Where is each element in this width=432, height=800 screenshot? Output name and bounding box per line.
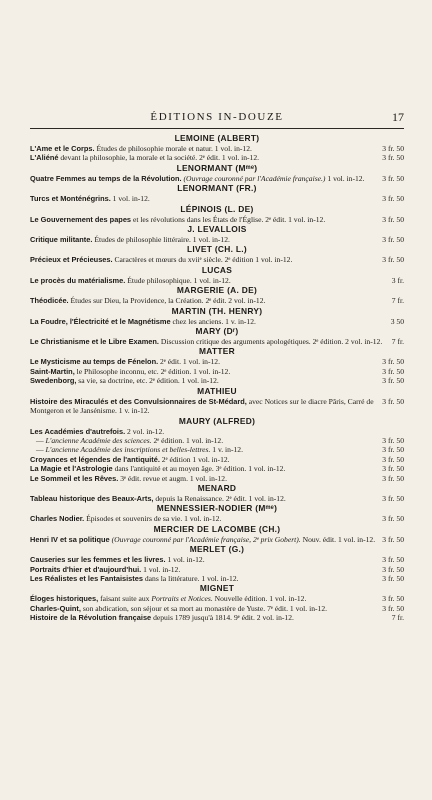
author-heading: MERLET (G.) [189, 544, 245, 555]
book-price: 3 fr. 50 [382, 376, 404, 386]
book-entry [30, 397, 404, 416]
book-details: depuis la Renaissance. 2ᵉ édit. 1 vol. in-12. [153, 493, 286, 503]
book-price: 3 fr. 50 [382, 445, 404, 455]
book-details: 1 v. in-12. [210, 445, 243, 455]
book-title: Portraits d'hier et d'aujourd'hui. [30, 564, 142, 574]
book-title: Croyances et légendes de l'antiquité. [30, 454, 160, 464]
book-price: 3 fr. 50 [382, 603, 404, 613]
book-price: 3 fr. 50 [382, 573, 404, 583]
book-title: Histoire de la Révolution française [30, 613, 152, 623]
book-details: Étude philosophique. 1 vol. in-12. [125, 275, 231, 285]
book-details: 2ᵉ édition. 1 vol. in-12. [151, 435, 224, 445]
book-price: 3 fr. 50 [382, 435, 404, 445]
catalog-listing [30, 133, 404, 623]
book-price: 3 fr. 50 [382, 564, 404, 574]
book-title: Causeries sur les femmes et les livres. [30, 555, 166, 565]
book-title: Saint-Martin, [30, 366, 75, 376]
book-price: 3 fr. 50 [382, 366, 404, 376]
book-price: 7 fr. [391, 337, 404, 347]
book-details: 2 vol. in-12. [125, 426, 165, 436]
author-heading: J. LEVALLOIS [187, 224, 247, 235]
book-details: 1 vol. in-12. [141, 564, 181, 574]
book-details: 1 vol. in-12. [110, 194, 150, 204]
header-rule [30, 128, 404, 129]
book-title: L'Ame et le Corps. [30, 144, 95, 153]
book-title: Les Académies d'autrefois. [30, 426, 126, 436]
book-entry [30, 255, 404, 264]
book-entry [30, 455, 404, 464]
author-heading: MATHIEU [197, 385, 237, 396]
book-price: 3 fr. 50 [382, 473, 404, 483]
book-price: 3 fr. 50 [382, 594, 404, 604]
book-title: Le Christianisme et le Libre Examen. [30, 337, 159, 347]
book-title: Théodicée. [30, 296, 69, 306]
book-title: Le Gouvernement des papes [30, 214, 132, 224]
book-price: 3 fr. 50 [382, 214, 404, 224]
book-title: Swedenborg, [30, 376, 77, 386]
book-title: Quatre Femmes au temps de la Révolution. [30, 173, 182, 183]
book-entry [30, 235, 404, 244]
book-details: dans l'antiquité et au moyen âge. 3ᵉ édition. 1 vol. in-12. [112, 464, 286, 474]
book-note: (Ouvrage couronné par l'Académie française.) [181, 173, 326, 183]
book-details: Discussion critique des arguments apologétiques. 2ᵉ édition. 2 vol. in-12. [158, 337, 383, 347]
book-entry [30, 215, 404, 224]
book-details: 1 vol. in-12. [325, 173, 365, 183]
book-note: (Ouvrage couronné par l'Académie française, 2ᵉ prix Gobert). [109, 534, 301, 544]
book-title: Précieux et Précieuses. [30, 255, 113, 265]
book-details: — [36, 435, 46, 445]
author-heading: MENARD [197, 482, 237, 493]
author-heading: LUCAS [201, 264, 233, 275]
book-entry [30, 427, 404, 436]
book-entry [30, 494, 404, 503]
book-details: 3ᵉ édit. revue et augm. 1 vol. in-12. [118, 473, 227, 483]
book-details: sa vie, sa doctrine, etc. 2ᵉ édition. 1 vol. in-12. [76, 376, 219, 386]
book-entry [30, 276, 404, 285]
book-price: 3 50 [390, 316, 404, 326]
book-details: Études sur Dieu, la Providence, la Création. 2ᵉ édit. 2 vol. in-12. [68, 296, 266, 306]
book-title: Charles-Quint, [30, 603, 81, 613]
author-heading: MARTIN (TH. HENRY) [171, 305, 263, 316]
book-details: avec Notices sur le diacre Pâris, Carré de Montgeron et le Jansénisme. 1 v. in-12. [30, 396, 374, 416]
book-entry [30, 565, 404, 574]
book-title: L'Aliéné [30, 153, 59, 163]
book-price: 7 fr. [391, 296, 404, 306]
author-heading: MAURY (ALFRED) [178, 415, 256, 426]
book-entry [30, 357, 404, 366]
book-title: Histoire des Miraculés et des Convulsionnaires de St-Médard, [30, 396, 247, 406]
author-heading: LEMOINE (ALBERT) [174, 133, 260, 143]
book-price: 3 fr. 50 [382, 194, 404, 204]
book-details: Études de philosophie littéraire. 1 vol. in-12. [92, 235, 230, 245]
book-entry [30, 604, 404, 613]
book-note: L'ancienne Académie des sciences. [45, 435, 152, 445]
book-title: Charles Nodier. [30, 514, 85, 524]
book-details: 1 vol. in-12. [165, 555, 205, 565]
book-entry [30, 613, 404, 622]
book-price: 3 fr. 50 [382, 396, 404, 406]
book-details: 2ᵉ édition 1 vol. in-12. [159, 454, 230, 464]
book-details: son abdication, son séjour et sa mort au monastère de Yuste. 7ᵉ édit. 1 vol. in-12. [80, 603, 328, 613]
book-entry [30, 317, 404, 326]
book-details: Nouvelle édition. 1 vol. in-12. [212, 594, 307, 604]
book-details: Caractères et mœurs du xviiᵉ siècle. 2ᵉ édition 1 vol. in-12. [112, 255, 293, 265]
book-entry [30, 153, 404, 162]
book-price: 3 fr. 50 [382, 514, 404, 524]
book-details: Nouv. édit. 1 vol. in-12. [300, 534, 376, 544]
book-entry [30, 194, 404, 203]
book-title: Henri IV et sa politique [30, 534, 110, 544]
book-entry [30, 464, 404, 473]
book-entry [30, 367, 404, 376]
book-price: 3 fr. 50 [382, 235, 404, 245]
book-details: devant la philosophie, la morale et la société. 2ᵉ édit. 1 vol. in-12. [58, 153, 260, 163]
author-heading: MENNESSIER-NODIER (Mᵐᵉ) [156, 503, 278, 514]
book-details: chez les anciens. 1 v. in-12. [170, 316, 256, 326]
author-heading: MIGNET [199, 583, 235, 594]
running-title: ÉDITIONS IN-DOUZE [150, 111, 284, 123]
book-details: dans la littérature. 1 vol. in-12. [142, 573, 239, 583]
book-price: 3 fr. 50 [382, 144, 404, 153]
book-entry [30, 514, 404, 523]
book-title: Critique militante. [30, 235, 93, 245]
book-details: Études de philosophie morale et natur. 1 vol. in-12. [94, 144, 252, 153]
book-title: Le Sommeil et les Rêves. [30, 473, 119, 483]
book-entry [30, 555, 404, 564]
book-price: 3 fr. 50 [382, 555, 404, 565]
book-title: Le Mysticisme au temps de Fénelon. [30, 357, 159, 367]
book-title: Turcs et Monténégrins. [30, 194, 111, 204]
book-title: La Magie et l'Astrologie [30, 464, 113, 474]
page-number: 17 [392, 110, 404, 124]
author-heading: MERCIER DE LACOMBE (CH.) [153, 523, 281, 534]
book-note: L'ancienne Académie des inscriptions et belles-lettres. [45, 445, 211, 455]
book-price: 3 fr. 50 [382, 454, 404, 464]
author-heading: MATTER [198, 346, 236, 357]
author-heading: LENORMANT (FR.) [177, 183, 257, 194]
book-entry [30, 474, 404, 483]
book-entry [30, 574, 404, 583]
book-details: — [36, 445, 46, 455]
book-price: 3 fr. [391, 275, 404, 285]
book-entry [30, 535, 404, 544]
book-title: Éloges historiques, [30, 594, 99, 604]
book-entry [30, 445, 404, 454]
book-details: 2ᵉ édit. 1 vol. in-12. [158, 357, 221, 367]
book-entry [30, 296, 404, 305]
book-entry [30, 594, 404, 603]
book-details: faisant suite aux [98, 594, 152, 604]
author-heading: LENORMANT (Mᵐᵉ) [176, 162, 258, 173]
book-details: le Philosophe inconnu, etc. 2ᵉ édition. 1 vol. in-12. [74, 366, 231, 376]
book-title: La Foudre, l'Électricité et le Magnétisme [30, 316, 171, 326]
running-header [30, 110, 404, 126]
author-heading: LIVET (CH. L.) [186, 244, 248, 255]
book-price: 3 fr. 50 [382, 173, 404, 183]
book-details: et les révolutions dans les États de l'Église. 2ᵉ édit. 1 vol. in-12. [131, 214, 326, 224]
book-title: Les Réalistes et les Fantaisistes [30, 573, 143, 583]
book-price: 3 fr. 50 [382, 255, 404, 265]
book-price: 3 fr. 50 [382, 534, 404, 544]
book-price: 3 fr. 50 [382, 493, 404, 503]
book-entry [30, 337, 404, 346]
book-title: Le procès du matérialisme. [30, 275, 126, 285]
author-heading: MARY (Dʳ) [195, 326, 239, 337]
book-price: 7 fr. [391, 613, 404, 623]
book-entry [30, 174, 404, 183]
author-heading: LÉPINOIS (L. DE) [180, 203, 254, 214]
book-entry [30, 376, 404, 385]
book-price: 3 fr. 50 [382, 464, 404, 474]
book-note: Portraits et Notices. [151, 594, 213, 604]
book-title: Tableau historique des Beaux-Arts, [30, 493, 154, 503]
book-entry [30, 144, 404, 153]
book-details: Épisodes et souvenirs de sa vie. 1 vol. in-12. [84, 514, 222, 524]
book-price: 3 fr. 50 [382, 153, 404, 163]
book-details: depuis 1789 jusqu'à 1814. 9ᵉ édit. 2 vol. in-12. [151, 613, 294, 623]
author-heading: MARGERIE (A. DE) [176, 285, 258, 296]
book-price: 3 fr. 50 [382, 357, 404, 367]
book-entry [30, 436, 404, 445]
